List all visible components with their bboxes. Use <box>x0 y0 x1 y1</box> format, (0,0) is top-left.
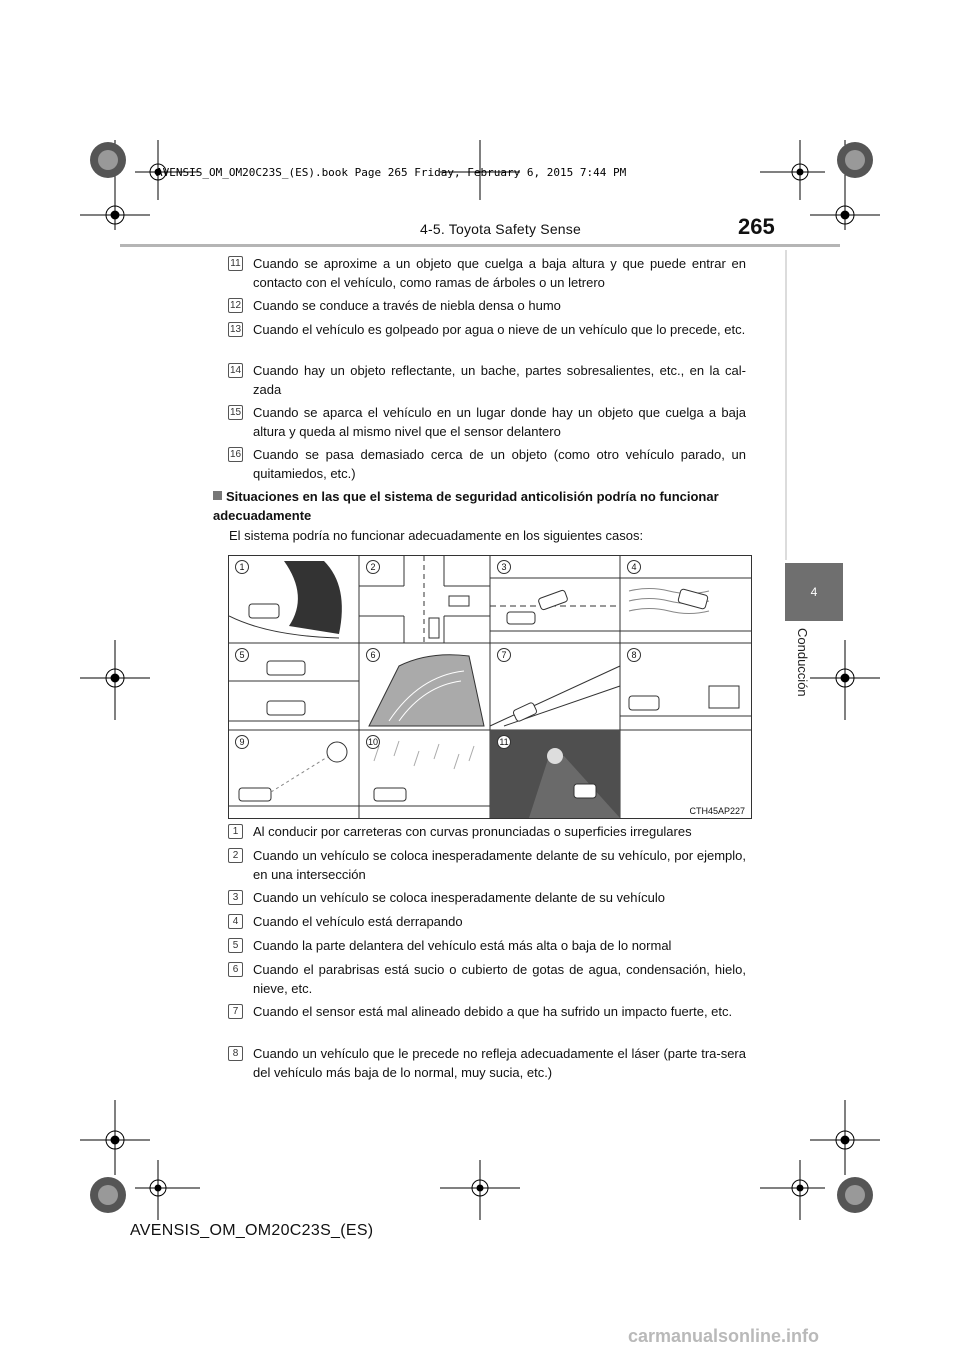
illustration-figure <box>228 555 752 819</box>
item-number: 14 <box>229 365 242 376</box>
list-item <box>228 445 746 483</box>
item-text: Cuando se aparca el vehículo en un lugar donde hay un objeto que cuelga a baja altura y queda al mismo nivel que el sensor delantero <box>253 405 746 439</box>
list-item <box>228 254 746 292</box>
list-item <box>228 912 746 931</box>
figure-label: 4 <box>627 560 641 574</box>
item-number: 5 <box>228 938 243 953</box>
item-number: 11 <box>228 256 243 271</box>
list-item <box>228 296 746 315</box>
figure-label: 5 <box>235 648 249 662</box>
item-number: 2 <box>228 848 243 863</box>
section-title: 4-5. Toyota Safety Sense <box>420 221 581 237</box>
list-item <box>228 1044 746 1082</box>
item-number: 1 <box>228 824 243 839</box>
item-text: Cuando el parabrisas está sucio o cubierto de gotas de agua, condensación, hielo, nieve, etc. <box>253 962 746 996</box>
footer-code: AVENSIS_OM_OM20C23S_(ES) <box>130 1222 374 1239</box>
figure-label: 11 <box>497 735 511 749</box>
item-text: Cuando un vehículo se coloca inesperadamente delante de su vehículo, por ejemplo, en una intersección <box>253 848 746 882</box>
list-item <box>228 888 746 907</box>
item-number: 6 <box>228 962 243 977</box>
item-text: Cuando se pasa demasiado cerca de un objeto (como otro vehículo parado, un quitamiedos, etc.) <box>253 447 746 481</box>
item-number: 13 <box>229 324 242 335</box>
item-text: Cuando hay un objeto reflectante, un bache, partes sobresalientes, etc., en la cal-zada <box>253 363 746 397</box>
item-number: 3 <box>228 890 243 905</box>
side-divider <box>785 250 787 560</box>
item-text: Cuando el vehículo es golpeado por agua o nieve de un vehículo que lo precede, etc. <box>253 322 746 337</box>
page-number: 265 <box>738 214 775 239</box>
list-item <box>228 846 746 884</box>
list-item <box>228 361 746 399</box>
list-item <box>228 403 746 441</box>
item-number: 4 <box>228 914 243 929</box>
heading-bullet-icon <box>213 491 222 500</box>
figure-label: 8 <box>627 648 641 662</box>
item-text: Cuando un vehículo que le precede no refleja adecuadamente el láser (parte tra-sera del vehículo más baja de lo normal, muy sucia, etc.) <box>253 1046 746 1080</box>
item-number: 15 <box>229 407 242 418</box>
figure-label: 2 <box>366 560 380 574</box>
item-text: Al conducir por carreteras con curvas pronunciadas o superficies irregulares <box>253 824 692 839</box>
figure-code: CTH45AP227 <box>689 806 745 816</box>
item-number: 7 <box>228 1004 243 1019</box>
section-heading: Situaciones en las que el sistema de seguridad anticolisión podría no funcionar adecuadamente <box>213 489 719 523</box>
file-info: AVENSIS_OM_OM20C23S_(ES).book Page 265 Friday, February 6, 2015 7:44 PM <box>156 166 627 179</box>
item-text: Cuando el sensor está mal alineado debido a que ha sufrido un impacto fuerte, etc. <box>253 1004 733 1019</box>
list-item <box>228 822 746 841</box>
watermark: carmanualsonline.info <box>628 1326 820 1346</box>
list-item <box>228 1002 746 1021</box>
item-text: Cuando se conduce a través de niebla densa o humo <box>253 298 561 313</box>
item-text: Cuando el vehículo está derrapando <box>253 914 463 929</box>
item-number: 8 <box>228 1046 243 1061</box>
chapter-tab[interactable]: 4 <box>785 563 843 621</box>
figure-label: 10 <box>367 737 378 747</box>
figure-label: 7 <box>497 648 511 662</box>
chapter-label: Conducción <box>795 628 810 697</box>
item-number: 16 <box>229 449 242 460</box>
list-item <box>228 320 746 339</box>
item-text: Cuando un vehículo se coloca inesperadamente delante de su vehículo <box>253 890 665 905</box>
figure-label: 9 <box>235 735 249 749</box>
list-item <box>228 936 746 955</box>
item-text: Cuando se aproxime a un objeto que cuelga a baja altura y que puede entrar en contacto con el vehículo, como ramas de árboles o un letrero <box>253 256 746 290</box>
intro-text: El sistema podría no funcionar adecuadamente en los siguientes casos: <box>229 528 644 543</box>
figure-label: 6 <box>366 648 380 662</box>
figure-label: 1 <box>235 560 249 574</box>
item-text: Cuando la parte delantera del vehículo está más alta o baja de lo normal <box>253 938 672 953</box>
header-rule <box>120 244 840 247</box>
figure-label: 3 <box>497 560 511 574</box>
list-item <box>228 960 746 998</box>
item-number: 12 <box>229 300 242 311</box>
